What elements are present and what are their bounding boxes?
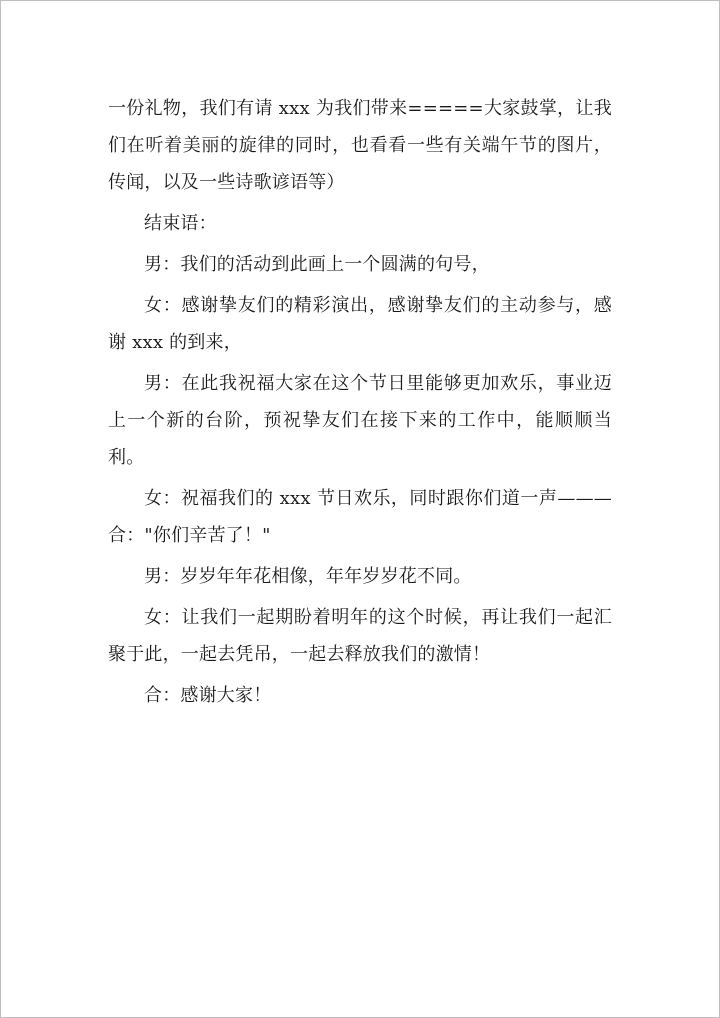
dialogue-male-1: 男：我们的活动到此画上一个圆满的句号，	[144, 254, 490, 275]
dialogue-male-2: 男：在此我祝福大家在这个节日里能够更加欢乐，事业迈上一个新的台阶，预祝挚友们在接下来的工作中，能顺顺当利。	[108, 373, 612, 468]
dialogue-female-3: 女：让我们一起期盼着明年的这个时候，再让我们一起汇聚于此，一起去凭吊，一起去释放我们的激情！	[108, 607, 612, 665]
paragraph-intro-continuation: 一份礼物，我们有请 xxx 为我们带来=====大家鼓掌，让我们在听着美丽的旋律的同时，也看看一些有关端午节的图片，传闻，以及一些诗歌谚语等）	[108, 98, 612, 193]
dialogue-male-3: 男：岁岁年年花相像，年年岁岁花不同。	[144, 566, 472, 587]
closing-heading: 结束语：	[144, 213, 217, 234]
dialogue-together: 合：感谢大家！	[144, 685, 272, 706]
dialogue-female-1: 女：感谢挚友们的精彩演出，感谢挚友们的主动参与，感谢 xxx 的到来，	[108, 295, 612, 353]
document-body	[108, 90, 612, 718]
dialogue-female-2: 女：祝福我们的 xxx 节日欢乐，同时跟你们道一声———合："你们辛苦了！"	[108, 488, 612, 546]
